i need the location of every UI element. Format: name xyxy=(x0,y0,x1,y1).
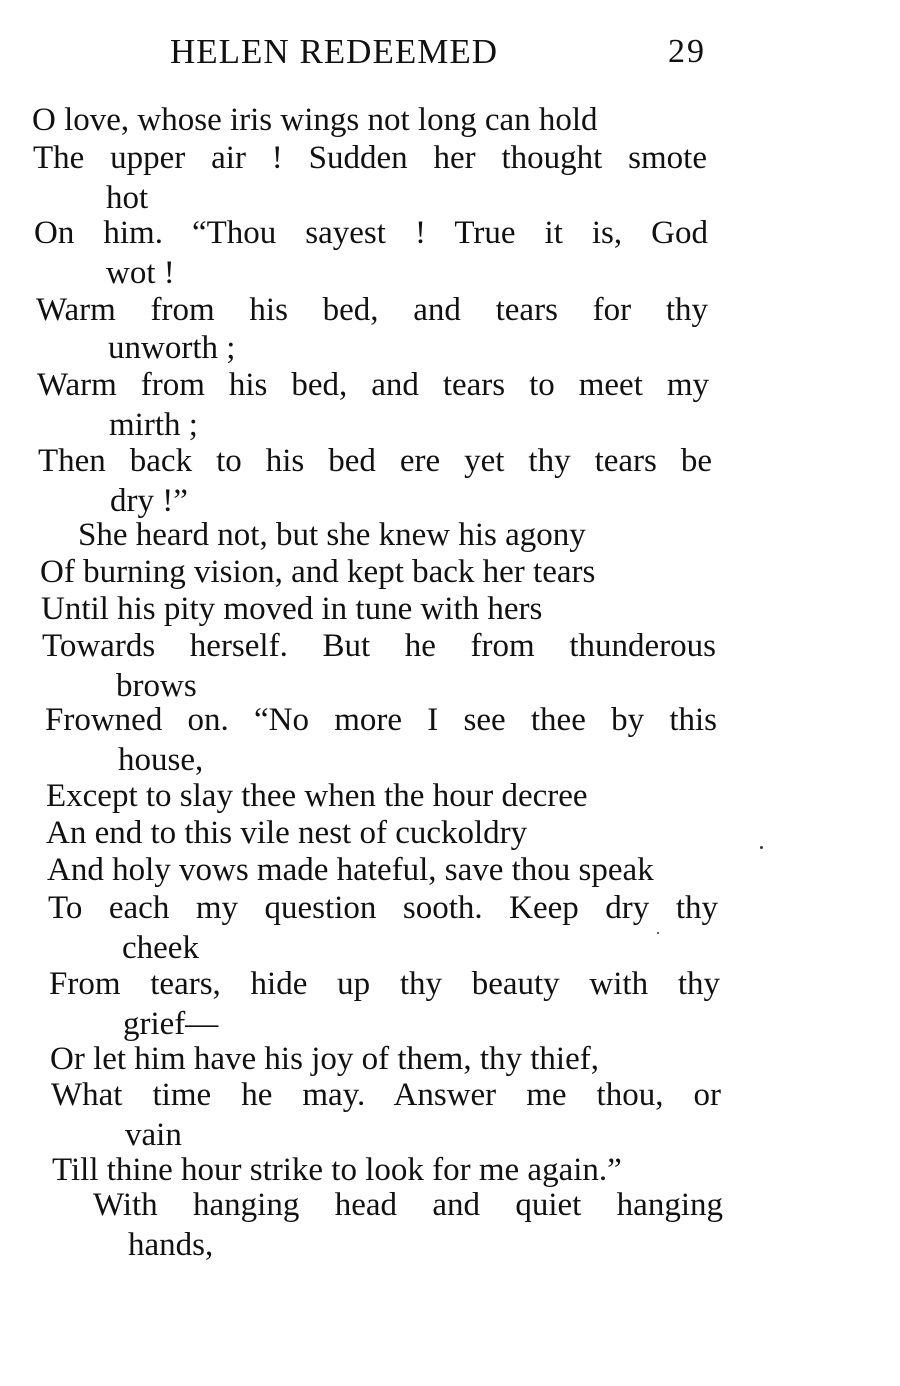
verse-line: Warm from his bed, and tears to meet my xyxy=(37,367,709,403)
verse-line: Or let him have his joy of them, thy thief, xyxy=(50,1041,599,1077)
verse-line-continuation: mirth ; xyxy=(109,407,198,443)
verse-line-continuation: unworth ; xyxy=(108,330,236,366)
verse-line: Towards herself. But he from thunderous xyxy=(42,628,716,664)
verse-line: Frowned on. “No more I see thee by this xyxy=(45,702,717,738)
ink-speck xyxy=(657,932,659,934)
ink-speck xyxy=(760,846,763,849)
verse-line: O love, whose iris wings not long can hold xyxy=(32,102,598,138)
verse-line: Warm from his bed, and tears for thy xyxy=(36,292,708,328)
verse-line: And holy vows made hateful, save thou speak xyxy=(47,852,654,888)
verse-line: The upper air ! Sudden her thought smote xyxy=(33,140,707,176)
verse-line-indented: She heard not, but she knew his agony xyxy=(78,517,586,553)
verse-line-continuation: grief— xyxy=(123,1006,219,1042)
verse-line-continuation: wot ! xyxy=(106,255,175,291)
verse-line-continuation: brows xyxy=(116,668,197,704)
verse-line-continuation: hot xyxy=(106,180,149,216)
verse-line: Of burning vision, and kept back her tears xyxy=(40,554,596,590)
verse-line: To each my question sooth. Keep dry thy xyxy=(48,890,718,926)
verse-line: An end to this vile nest of cuckoldry xyxy=(46,815,528,851)
running-title: HELEN REDEEMED xyxy=(170,32,498,71)
verse-line: Then back to his bed ere yet thy tears be xyxy=(38,443,712,479)
verse-line: What time he may. Answer me thou, or xyxy=(51,1077,721,1113)
verse-line: Until his pity moved in tune with hers xyxy=(41,591,543,627)
verse-line: On him. “Thou sayest ! True it is, God xyxy=(34,215,708,251)
verse-line-continuation: house, xyxy=(118,742,204,778)
verse-line-continuation: hands, xyxy=(128,1227,214,1263)
verse-line-continuation: vain xyxy=(125,1117,182,1153)
running-head xyxy=(170,30,710,74)
verse-line-continuation: dry !” xyxy=(110,483,188,519)
verse-line-indented: With hanging head and quiet hanging xyxy=(93,1187,723,1223)
verse-line-continuation: cheek xyxy=(122,930,199,966)
verse-line: Except to slay thee when the hour decree xyxy=(46,778,588,814)
verse-line: From tears, hide up thy beauty with thy xyxy=(49,966,720,1002)
page-number: 29 xyxy=(668,33,706,70)
verse-line: Till thine hour strike to look for me again.” xyxy=(52,1152,622,1188)
